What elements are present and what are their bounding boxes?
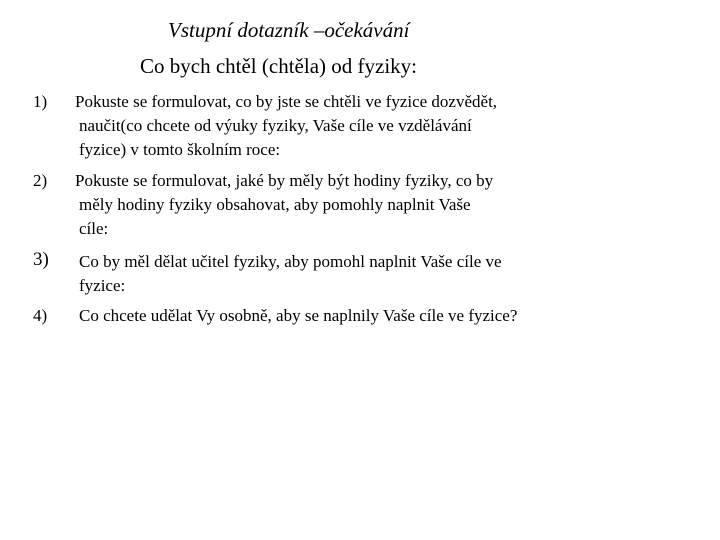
question-line: fyzice: — [79, 276, 126, 295]
question-line: měly hodiny fyziky obsahovat, aby pomohly naplnit Vaše — [79, 195, 471, 214]
question-number: 2) — [33, 171, 48, 190]
question-line: Pokuste se formulovat, jaké by měly být hodiny fyziky, co by — [75, 171, 494, 190]
page-subtitle: Co bych chtěl (chtěla) od fyziky: — [140, 54, 417, 78]
question-line: Pokuste se formulovat, co by jste se chtěli ve fyzice dozvědět, — [75, 92, 498, 111]
question-line: fyzice) v tomto školním roce: — [79, 140, 281, 159]
question-number: 3) — [33, 249, 49, 270]
page-title: Vstupní dotazník –očekávání — [168, 18, 410, 42]
question-number: 4) — [33, 306, 48, 325]
question-line: Co chcete udělat Vy osobně, aby se naplnily Vaše cíle ve fyzice? — [79, 306, 518, 325]
question-line: naučit(co chcete od výuky fyziky, Vaše cíle ve vzdělávání — [79, 116, 472, 135]
question-line: cíle: — [79, 219, 109, 238]
question-line: Co by měl dělat učitel fyziky, aby pomohl naplnit Vaše cíle ve — [79, 252, 502, 271]
question-number: 1) — [33, 92, 48, 111]
